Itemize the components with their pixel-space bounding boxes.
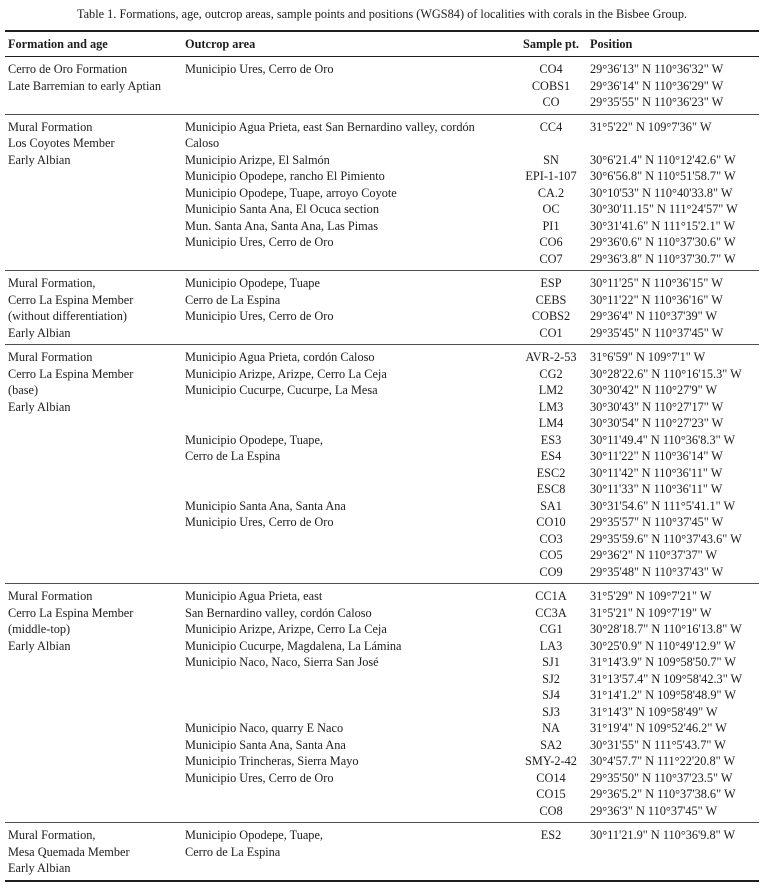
- formation-age-cell: [5, 827, 185, 877]
- outcrop-area-cell: Municipio Ures, Cerro de Oro: [185, 515, 334, 529]
- table-header-row: [5, 32, 759, 57]
- position-cell: 31°14'3.9" N 109°58'50.7" W: [590, 655, 737, 669]
- outcrop-area-cell: [185, 94, 515, 111]
- sample-point-cell: COBS1: [531, 78, 571, 93]
- outcrop-area-cell: Municipio Arizpe, El Salmón: [185, 152, 330, 167]
- formation-line: (without differentiation): [8, 309, 127, 323]
- position-cell: 30°11'22" N 110°36'14" W: [590, 449, 723, 463]
- outcrop-area-cell: [185, 481, 515, 498]
- outcrop-area-cell: Municipio Opodepe, Tuape,: [185, 828, 323, 842]
- table-row: [185, 201, 759, 218]
- group-rows: [185, 61, 759, 111]
- sample-point-cell: ESC8: [536, 482, 566, 496]
- position-cell: 29°35'50" N 110°37'23.5" W: [590, 770, 733, 785]
- position-cell: 31°6'59" N 109°7'1" W: [590, 350, 706, 364]
- sample-point-cell: CO6: [539, 235, 563, 249]
- table-row: [185, 827, 759, 844]
- position-cell: 29°36'4" N 110°37'39" W: [590, 309, 718, 323]
- outcrop-area-cell: Cerro de La Espina: [185, 292, 281, 307]
- formation-line: Cerro La Espina Member: [8, 366, 134, 381]
- outcrop-area-cell: Cerro de La Espina: [185, 844, 281, 859]
- sample-point-cell: CO4: [539, 62, 563, 76]
- position-cell: 30°30'43" N 110°27'17" W: [590, 399, 724, 414]
- sample-point-cell: EPI-1-107: [525, 169, 577, 183]
- sample-point-cell: SJ3: [542, 704, 560, 719]
- outcrop-area-cell: Municipio Agua Prieta, cordón Caloso: [185, 350, 375, 364]
- group-rows: [185, 119, 759, 268]
- sample-point-cell: CC1A: [535, 589, 567, 603]
- sample-point-cell: ESC2: [536, 465, 566, 480]
- outcrop-area-cell: [185, 531, 515, 548]
- table-row: [185, 185, 759, 202]
- position-cell: [587, 135, 759, 152]
- sample-point-cell: AVR-2-53: [525, 350, 577, 364]
- table-row: [185, 448, 759, 465]
- outcrop-area-cell: [185, 786, 515, 803]
- position-cell: 29°35'57" N 110°37'45" W: [590, 515, 724, 529]
- formation-age-cell: [5, 61, 185, 111]
- formation-line: Early Albian: [8, 152, 71, 167]
- group-rows: [185, 827, 759, 877]
- position-cell: 31°14'3" N 109°58'49" W: [590, 704, 718, 719]
- outcrop-area-cell: Municipio Opodepe, Tuape,: [185, 432, 323, 447]
- sample-point-cell: CO9: [539, 564, 563, 579]
- position-cell: 31°13'57.4" N 109°58'42.3" W: [590, 671, 743, 686]
- formation-age-cell: [5, 349, 185, 580]
- sample-point-cell: LM3: [538, 399, 564, 414]
- position-cell: 30°28'18.7" N 110°16'13.8" W: [590, 622, 742, 636]
- sample-point-cell: NA: [542, 721, 560, 735]
- outcrop-area-cell: Municipio Opodepe, Tuape: [185, 276, 320, 290]
- outcrop-area-cell: [185, 251, 515, 268]
- table-row: [185, 481, 759, 498]
- formation-line: Mural Formation,: [8, 828, 96, 842]
- table-row: [185, 531, 759, 548]
- position-cell: 29°36'13" N 110°36'32" W: [590, 62, 724, 76]
- sample-point-cell: SN: [543, 152, 559, 167]
- outcrop-area-cell: Municipio Agua Prieta, east: [185, 589, 323, 603]
- table-row: [185, 465, 759, 482]
- outcrop-area-cell: [185, 399, 515, 416]
- table-row: [185, 218, 759, 235]
- outcrop-area-cell: Municipio Naco, Naco, Sierra San José: [185, 655, 379, 669]
- sample-point-cell: ES4: [540, 449, 562, 463]
- table-row: [185, 432, 759, 449]
- formation-age-cell: [5, 588, 185, 819]
- position-cell: 30°25'0.9" N 110°49'12.9" W: [590, 638, 736, 653]
- table-row: [185, 78, 759, 95]
- column-header-sample-pt: Sample pt.: [522, 37, 580, 51]
- outcrop-area-cell: Cerro de La Espina: [185, 449, 281, 463]
- position-cell: 29°36'14" N 110°36'29" W: [590, 78, 724, 93]
- position-cell: 30°10'53" N 110°40'33.8" W: [590, 185, 733, 200]
- position-cell: 30°31'41.6" N 111°15'2.1" W: [590, 218, 736, 233]
- outcrop-area-cell: Caloso: [185, 136, 220, 150]
- table-row: [185, 399, 759, 416]
- table-row: [185, 720, 759, 737]
- sample-point-cell: CO14: [536, 770, 566, 785]
- position-cell: 30°11'22" N 110°36'16" W: [590, 292, 723, 307]
- column-header-position: Position: [590, 37, 633, 51]
- position-cell: 30°6'56.8" N 110°51'58.7" W: [590, 169, 736, 183]
- sample-point-cell: SA1: [540, 498, 562, 513]
- position-cell: 31°5'22" N 109°7'36" W: [590, 119, 712, 134]
- formation-line: Late Barremian to early Aptian: [8, 78, 161, 93]
- data-table: [5, 30, 759, 882]
- position-cell: 30°31'55" N 111°5'43.7" W: [590, 737, 726, 752]
- outcrop-area-cell: [185, 671, 515, 688]
- sample-point-cell: ES2: [540, 828, 562, 842]
- table-row: [185, 349, 759, 366]
- formation-age-cell: [5, 275, 185, 341]
- formation-line: Mesa Quemada Member: [8, 844, 130, 859]
- position-cell: 31°5'29" N 109°7'21" W: [590, 589, 712, 603]
- position-cell: 30°11'33" N 110°36'11" W: [590, 482, 723, 496]
- group-rows: [185, 275, 759, 341]
- outcrop-area-cell: Municipio Agua Prieta, east San Bernardino valley, cordón: [185, 119, 475, 134]
- position-cell: 29°36'3.8" N 110°37'30.7" W: [590, 251, 736, 266]
- table-row: [185, 564, 759, 581]
- sample-point-cell: SJ4: [542, 688, 560, 702]
- sample-point-cell: [515, 844, 587, 861]
- sample-point-cell: CG2: [539, 366, 563, 381]
- formation-line: Early Albian: [8, 325, 71, 340]
- table-group: [5, 270, 759, 344]
- position-cell: 29°35'48" N 110°37'43" W: [590, 564, 724, 579]
- sample-point-cell: ESP: [540, 276, 562, 290]
- position-cell: 30°11'49.4" N 110°36'8.3" W: [590, 432, 736, 447]
- table-row: [185, 621, 759, 638]
- table-row: [185, 94, 759, 111]
- outcrop-area-cell: Municipio Trincheras, Sierra Mayo: [185, 754, 359, 768]
- position-cell: 30°30'54" N 110°27'23" W: [590, 416, 724, 430]
- outcrop-area-cell: Municipio Santa Ana, Santa Ana: [185, 498, 346, 513]
- outcrop-area-cell: [185, 547, 515, 564]
- outcrop-area-cell: Municipio Naco, quarry E Naco: [185, 721, 344, 735]
- position-cell: 29°35'45" N 110°37'45" W: [590, 325, 724, 340]
- formation-age-cell: [5, 119, 185, 268]
- formation-line: Cerro de Oro Formation: [8, 62, 128, 76]
- formation-line: (base): [8, 383, 39, 397]
- sample-point-cell: CO: [542, 95, 560, 109]
- position-cell: 29°35'55" N 110°36'23" W: [590, 95, 724, 109]
- outcrop-area-cell: [185, 803, 515, 820]
- outcrop-area-cell: [185, 564, 515, 581]
- position-cell: 29°36'3" N 110°37'45" W: [590, 803, 718, 818]
- table-row: [185, 770, 759, 787]
- position-cell: 29°36'2" N 110°37'37" W: [590, 548, 718, 562]
- formation-line: Cerro La Espina Member: [8, 292, 134, 307]
- sample-point-cell: SJ1: [542, 655, 560, 669]
- sample-point-cell: [515, 135, 587, 152]
- table-caption: Table 1. Formations, age, outcrop areas, sample points and positions (WGS84) of localities with corals in the Bisbee Group.: [76, 7, 688, 21]
- position-cell: 30°4'57.7" N 111°22'20.8" W: [590, 754, 736, 768]
- group-rows: [185, 349, 759, 580]
- outcrop-area-cell: Municipio Cucurpe, Cucurpe, La Mesa: [185, 383, 378, 397]
- outcrop-area-cell: [185, 78, 515, 95]
- position-cell: 30°11'21.9" N 110°36'9.8" W: [590, 828, 736, 842]
- column-header-formation-and-age: Formation and age: [8, 37, 108, 51]
- outcrop-area-cell: Mun. Santa Ana, Santa Ana, Las Pimas: [185, 218, 378, 233]
- sample-point-cell: SJ2: [542, 671, 560, 686]
- table-row: [185, 308, 759, 325]
- formation-line: Mural Formation: [8, 589, 93, 603]
- sample-point-cell: SMY-2-42: [525, 754, 577, 768]
- table-row: [185, 588, 759, 605]
- sample-point-cell: ES3: [540, 432, 562, 447]
- formation-line: Early Albian: [8, 399, 71, 414]
- position-cell: [587, 844, 759, 861]
- sample-point-cell: CO10: [536, 515, 566, 529]
- outcrop-area-cell: Municipio Ures, Cerro de Oro: [185, 62, 334, 76]
- table-row: [185, 119, 759, 136]
- sample-point-cell: OC: [542, 202, 560, 216]
- table-row: [185, 382, 759, 399]
- position-cell: 30°28'22.6" N 110°16'15.3" W: [590, 366, 742, 381]
- outcrop-area-cell: Municipio Santa Ana, Santa Ana: [185, 737, 346, 752]
- table-row: [185, 415, 759, 432]
- table-body: [5, 57, 759, 880]
- outcrop-area-cell: Municipio Cucurpe, Magdalena, La Lámina: [185, 638, 402, 653]
- position-cell: 31°19'4" N 109°52'46.2" W: [590, 721, 727, 735]
- position-cell: 30°6'21.4" N 110°12'42.6" W: [590, 152, 736, 167]
- sample-point-cell: LM4: [538, 416, 564, 430]
- table-row: [185, 786, 759, 803]
- formation-line: Early Albian: [8, 638, 71, 653]
- table-row: [185, 325, 759, 342]
- table-row: [185, 292, 759, 309]
- sample-point-cell: COBS2: [531, 309, 571, 323]
- table-row: [185, 687, 759, 704]
- outcrop-area-cell: San Bernardino valley, cordón Caloso: [185, 605, 372, 620]
- outcrop-area-cell: Municipio Ures, Cerro de Oro: [185, 309, 334, 323]
- sample-point-cell: CO3: [539, 531, 563, 546]
- table-group: [5, 822, 759, 880]
- position-cell: 30°11'25" N 110°36'15" W: [590, 276, 723, 290]
- position-cell: 30°30'42" N 110°27'9" W: [590, 383, 718, 397]
- sample-point-cell: SA2: [540, 737, 562, 752]
- table-row: [185, 844, 759, 861]
- table-group: [5, 344, 759, 583]
- table-row: [185, 737, 759, 754]
- position-cell: 30°31'54.6" N 111°5'41.1" W: [590, 498, 736, 513]
- position-cell: 29°36'5.2" N 110°37'38.6" W: [590, 787, 736, 801]
- position-cell: 30°30'11.15" N 111°24'57" W: [590, 202, 738, 216]
- sample-point-cell: CC4: [539, 119, 563, 134]
- sample-point-cell: CO7: [539, 251, 563, 266]
- outcrop-area-cell: [185, 704, 515, 721]
- sample-point-cell: CO5: [539, 548, 563, 562]
- sample-point-cell: CO1: [539, 325, 563, 340]
- table-row: [185, 135, 759, 152]
- position-cell: 29°35'59.6" N 110°37'43.6" W: [590, 531, 742, 546]
- sample-point-cell: CC3A: [535, 605, 567, 620]
- outcrop-area-cell: Municipio Ures, Cerro de Oro: [185, 770, 334, 785]
- table-group: [5, 57, 759, 114]
- table-row: [185, 275, 759, 292]
- formation-line: Mural Formation,: [8, 276, 96, 290]
- table-row: [185, 671, 759, 688]
- table-group: [5, 583, 759, 822]
- formation-line: Los Coyotes Member: [8, 136, 115, 150]
- table-row: [185, 753, 759, 770]
- outcrop-area-cell: Municipio Ures, Cerro de Oro: [185, 235, 334, 249]
- table-row: [185, 61, 759, 78]
- outcrop-area-cell: Municipio Arizpe, Arizpe, Cerro La Ceja: [185, 622, 387, 636]
- formation-line: (middle-top): [8, 622, 71, 636]
- table-row: [185, 514, 759, 531]
- table-row: [185, 638, 759, 655]
- position-cell: 30°11'42" N 110°36'11" W: [590, 465, 723, 480]
- formation-line: Mural Formation: [8, 350, 93, 364]
- table-row: [185, 803, 759, 820]
- table-row: [185, 366, 759, 383]
- formation-line: Early Albian: [8, 861, 71, 875]
- outcrop-area-cell: Municipio Opodepe, Tuape, arroyo Coyote: [185, 185, 397, 200]
- sample-point-cell: CA.2: [537, 185, 565, 200]
- sample-point-cell: LM2: [538, 383, 564, 397]
- sample-point-cell: LA3: [539, 638, 563, 653]
- sample-point-cell: CEBS: [535, 292, 567, 307]
- outcrop-area-cell: Municipio Arizpe, Arizpe, Cerro La Ceja: [185, 366, 387, 381]
- sample-point-cell: CO8: [539, 803, 563, 818]
- table-row: [185, 498, 759, 515]
- formation-line: Mural Formation: [8, 119, 93, 134]
- table-row: [185, 704, 759, 721]
- outcrop-area-cell: [185, 325, 515, 342]
- position-cell: 31°14'1.2" N 109°58'48.9" W: [590, 688, 737, 702]
- outcrop-area-cell: [185, 415, 515, 432]
- sample-point-cell: PI1: [542, 218, 560, 233]
- formation-line: Cerro La Espina Member: [8, 605, 134, 620]
- position-cell: 29°36'0.6" N 110°37'30.6" W: [590, 235, 736, 249]
- table-group: [5, 114, 759, 271]
- table-row: [185, 654, 759, 671]
- table-row: [185, 152, 759, 169]
- column-header-outcrop-area: Outcrop area: [185, 37, 256, 51]
- sample-point-cell: CO15: [536, 787, 566, 801]
- outcrop-area-cell: Municipio Santa Ana, El Ocuca section: [185, 202, 379, 216]
- sample-point-cell: CG1: [539, 622, 563, 636]
- table-row: [185, 605, 759, 622]
- group-rows: [185, 588, 759, 819]
- outcrop-area-cell: [185, 687, 515, 704]
- table-row: [185, 168, 759, 185]
- table-row: [185, 547, 759, 564]
- outcrop-area-cell: [185, 465, 515, 482]
- table-row: [185, 234, 759, 251]
- position-cell: 31°5'21" N 109°7'19" W: [590, 605, 712, 620]
- outcrop-area-cell: Municipio Opodepe, rancho El Pimiento: [185, 169, 385, 183]
- table-row: [185, 251, 759, 268]
